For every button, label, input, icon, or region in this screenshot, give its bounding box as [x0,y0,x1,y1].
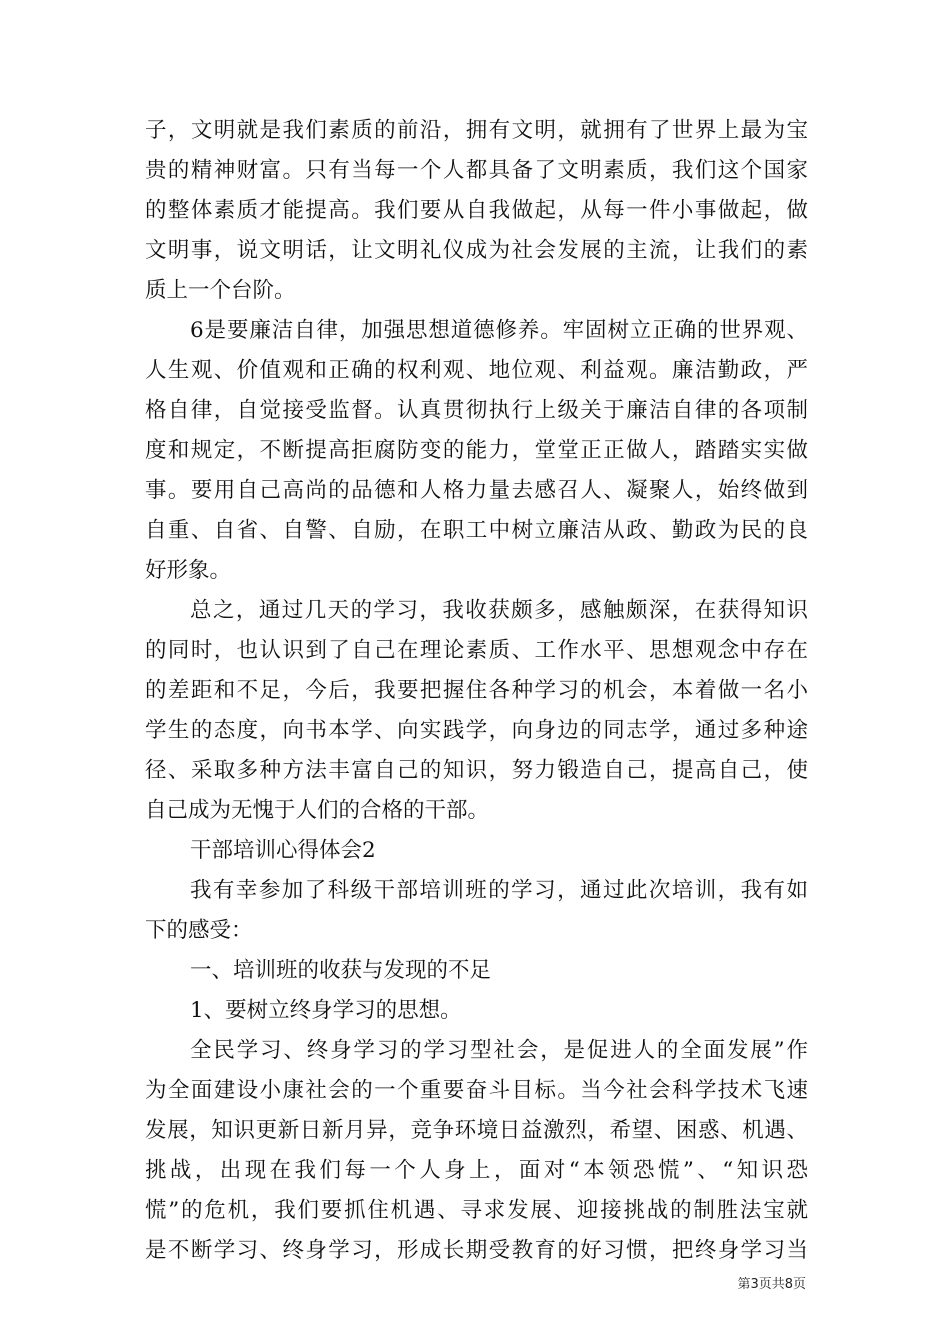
paragraph-start-line: 全民学习、终身学习的学习型社会，是促进人的全面发展”作 [190,1038,808,1063]
body-text-line: 慌”的危机，我们要抓住机遇、寻求发展、迎接挑战的制胜法宝就 [145,1198,808,1223]
body-text-line: 的整体素质才能提高。我们要从自我做起，从每一件小事做起，做 [145,198,808,223]
subheading: 1、要树立终身学习的思想。 [190,998,462,1023]
paragraph-start-line: 总之，通过几天的学习，我收获颇多，感触颇深，在获得知识 [190,598,808,623]
body-text-line: 挑战，出现在我们每一个人身上，面对“本领恐慌”、“知识恐 [145,1158,808,1183]
body-text-line: 径、采取多种方法丰富自己的知识，努力锻造自己，提高自己，使 [145,758,808,783]
body-text-line: 的同时，也认识到了自己在理论素质、工作水平、思想观念中存在 [145,638,808,663]
body-text-line: 子，文明就是我们素质的前沿，拥有文明，就拥有了世界上最为宝 [145,118,808,143]
subheading: 一、培训班的收获与发现的不足 [190,958,492,983]
body-text-line: 质上一个台阶。 [145,278,296,303]
body-text-line: 的差距和不足，今后，我要把握住各种学习的机会，本着做一名小 [145,678,808,703]
body-text-line: 事。要用自己高尚的品德和人格力量去感召人、凝聚人，始终做到 [145,478,808,503]
body-text-line: 为全面建设小康社会的一个重要奋斗目标。当今社会科学技术飞速 [145,1078,808,1103]
page-number-footer: 第3页共8页 [737,1277,806,1292]
body-text-line: 发展，知识更新日新月异，竞争环境日益激烈，希望、困惑、机遇、 [145,1118,808,1143]
paragraph-start-line: 6是要廉洁自律，加强思想道德修养。牢固树立正确的世界观、 [190,318,808,343]
body-text-line: 贵的精神财富。只有当每一个人都具备了文明素质，我们这个国家 [145,158,808,183]
paragraph-start-line: 我有幸参加了科级干部培训班的学习，通过此次培训，我有如 [190,878,808,903]
body-text-line: 是不断学习、终身学习，形成长期受教育的好习惯，把终身学习当 [145,1238,808,1263]
body-text-line: 学生的态度，向书本学、向实践学，向身边的同志学，通过多种途 [145,718,808,743]
body-text-line: 文明事，说文明话，让文明礼仪成为社会发展的主流，让我们的素 [145,238,808,263]
body-text-line: 下的感受： [145,918,253,943]
body-text-line: 人生观、价值观和正确的权利观、地位观、利益观。廉洁勤政，严 [145,358,808,383]
body-text-line: 格自律，自觉接受监督。认真贯彻执行上级关于廉洁自律的各项制 [145,398,808,423]
section-heading: 干部培训心得体会2 [190,838,376,863]
body-text-line: 自己成为无愧于人们的合格的干部。 [145,798,490,823]
body-text-line: 度和规定，不断提高拒腐防变的能力，堂堂正正做人，踏踏实实做 [145,438,808,463]
body-text-line: 自重、自省、自警、自励，在职工中树立廉洁从政、勤政为民的良 [145,518,808,543]
body-text-line: 好形象。 [145,558,232,583]
